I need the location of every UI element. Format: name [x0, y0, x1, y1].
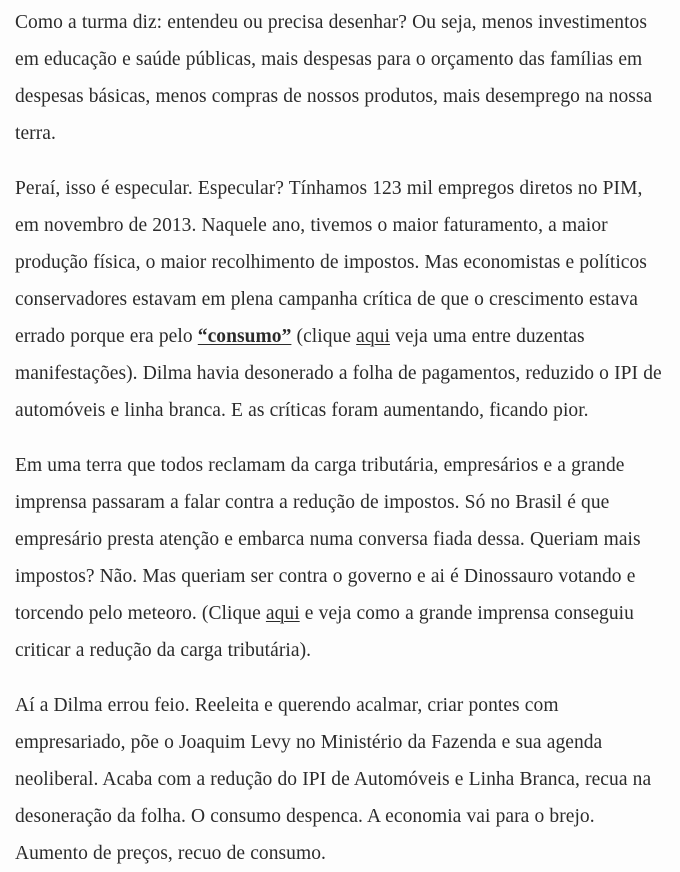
- article-paragraph: [15, 447, 665, 669]
- article-paragraph: [15, 687, 665, 872]
- inline-link[interactable]: aqui: [356, 326, 390, 347]
- article-paragraph: [15, 170, 665, 429]
- paragraph-text: Em uma terra que todos reclamam da carga tributária, empresários e a grande imprensa passaram a falar contra a redução de impostos. Só no Brasil é que empresário presta atenção e embarca numa conversa fiada dessa. Queriam mais impostos? Não. Mas queriam ser contra o governo e ai é Dinossauro votando e torcendo pelo meteoro. (Clique: [15, 455, 641, 624]
- paragraph-text: Aí a Dilma errou feio. Reeleita e querendo acalmar, criar pontes com empresariado, põe o Joaquim Levy no Ministério da Fazenda e sua agenda neoliberal. Acaba com a redução do IPI de Automóveis e Linha Branca, recua na desoneração da folha. O consumo despenca. A economia vai para o brejo. Aumento de preços, recuo de consumo.: [15, 695, 652, 864]
- inline-link[interactable]: “consumo”: [197, 326, 292, 347]
- paragraph-text: Como a turma diz: entendeu ou precisa desenhar? Ou seja, menos investimentos em educação e saúde públicas, mais despesas para o orçamento das famílias em despesas básicas, menos compras de nossos produtos, mais desemprego na nossa terra.: [15, 12, 653, 144]
- paragraph-text: veja uma entre duzentas manifestações). Dilma havia desonerado a folha de pagamentos, reduzido o IPI de automóveis e linha branca. E as críticas foram aumentando, ficando pior.: [15, 326, 662, 421]
- paragraph-text: (clique: [291, 326, 357, 347]
- article-paragraph: [15, 4, 665, 152]
- paragraph-text: e veja como a grande imprensa conseguiu criticar a redução da carga tributária).: [15, 603, 634, 661]
- inline-link[interactable]: aqui: [265, 603, 300, 624]
- paragraph-text: Peraí, isso é especular. Especular? Tínhamos 123 mil empregos diretos no PIM, em novembro de 2013. Naquele ano, tivemos o maior faturamento, a maior produção física, o maior recolhimento de impostos. Mas economistas e políticos conservadores estavam em plena campanha crítica de que o crescimento estava errado porque era pelo: [15, 178, 647, 347]
